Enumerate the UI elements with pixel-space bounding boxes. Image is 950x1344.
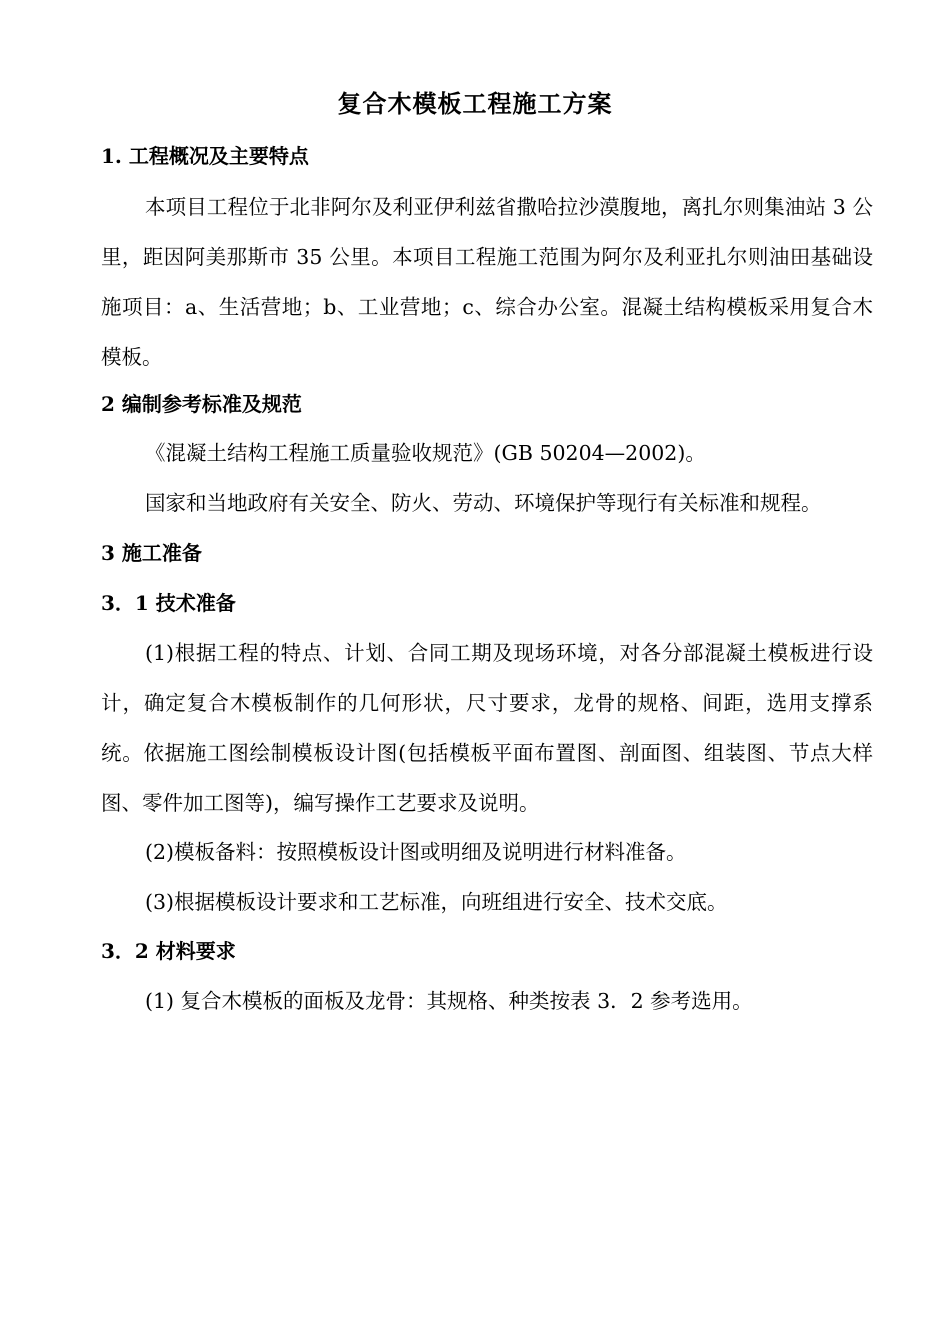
document-title: 复合木模板工程施工方案 — [337, 89, 613, 118]
section-2-item: 国家和当地政府有关安全、防火、劳动、环境保护等现行有关标准和规程。 — [145, 491, 822, 515]
section-1-heading: 1. 工程概况及主要特点 — [101, 144, 309, 168]
section-3-2-item: (1) 复合木模板的面板及龙骨：其规格、种类按表 3．2 参考选用。 — [145, 989, 753, 1013]
section-3-1-heading: 3．1 技术准备 — [101, 591, 236, 615]
section-3-1-item: (3)根据模板设计要求和工艺标准，向班组进行安全、技术交底。 — [145, 890, 728, 914]
section-3-1-item: (2)模板备料：按照模板设计图或明细及说明进行材料准备。 — [145, 840, 687, 864]
section-1-paragraph: 本项目工程位于北非阿尔及利亚伊利兹省撒哈拉沙漠腹地，离扎尔则集油站 3 公里，距因阿美那斯市 35 公里。本项目工程施工范围为阿尔及利亚扎尔则油田基础设施项目：a、生活营地；b、工业营地；c、综合办公室。混凝土结构模板采用复合木模板。 — [101, 195, 873, 369]
section-3-heading: 3 施工准备 — [101, 541, 202, 565]
section-2-heading: 2 编制参考标准及规范 — [101, 392, 302, 416]
section-3-1-item: (1)根据工程的特点、计划、合同工期及现场环境，对各分部混凝土模板进行设计，确定复合木模板制作的几何形状，尺寸要求，龙骨的规格、间距，选用支撑系统。依据施工图绘制模板设计图(包括模板平面布置图、剖面图、组装图、节点大样图、零件加工图等)，编写操作工艺要求及说明。 — [101, 641, 873, 815]
section-2-item: 《混凝土结构工程施工质量验收规范》(GB 50204—2002)。 — [145, 441, 706, 465]
section-3-2-heading: 3．2 材料要求 — [101, 939, 236, 963]
